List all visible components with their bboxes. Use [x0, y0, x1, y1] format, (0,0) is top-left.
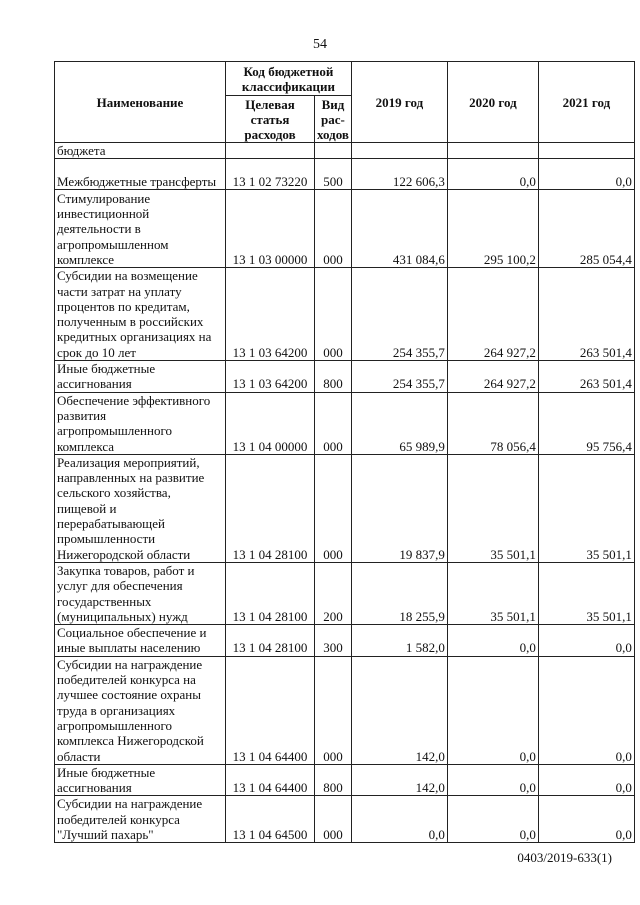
header-expense-type: Вид рас-ходов [315, 96, 352, 143]
table-row [55, 392, 635, 454]
row-2019 [351, 143, 447, 159]
document-code: 0403/2019-633(1) [517, 850, 612, 865]
row-code: 13 1 03 64200 [226, 268, 315, 361]
table-row [55, 454, 635, 562]
table-row [55, 656, 635, 764]
row-code: 13 1 04 28100 [226, 454, 315, 562]
header-target-article: Целевая статья расходов [226, 96, 315, 143]
row-2020 [447, 143, 538, 159]
row-2021: 285 054,4 [538, 190, 634, 268]
row-2020: 35 501,1 [447, 562, 538, 624]
row-2020: 264 927,2 [447, 361, 538, 393]
row-name: Реализация мероприятий, направленных на развитие сельского хозяйства, пищевой и перерабатывающей промышленности Нижегородской области [55, 454, 226, 562]
row-2021 [538, 143, 634, 159]
row-kind: 000 [315, 656, 352, 764]
row-name: Субсидии на награждение победителей конкурса на лучшее состояние охраны труда в организациях агропромышленного комплекса Нижегородской области [55, 656, 226, 764]
row-2020: 0,0 [447, 656, 538, 764]
budget-table [54, 61, 635, 843]
row-2020: 0,0 [447, 625, 538, 657]
row-2021: 263 501,4 [538, 361, 634, 393]
table-header [55, 62, 635, 143]
row-code: 13 1 04 28100 [226, 625, 315, 657]
header-2019: 2019 год [351, 62, 447, 143]
row-name: Закупка товаров, работ и услуг для обеспечения государственных (муниципальных) нужд [55, 562, 226, 624]
row-code: 13 1 03 00000 [226, 190, 315, 268]
row-kind: 000 [315, 454, 352, 562]
page-number: 54 [313, 37, 327, 52]
row-2019: 19 837,9 [351, 454, 447, 562]
row-2019: 254 355,7 [351, 268, 447, 361]
row-kind: 200 [315, 562, 352, 624]
row-kind: 800 [315, 361, 352, 393]
row-code: 13 1 03 64200 [226, 361, 315, 393]
row-2020: 0,0 [447, 764, 538, 796]
row-2021: 0,0 [538, 625, 634, 657]
table-row [55, 190, 635, 268]
row-code: 13 1 04 28100 [226, 562, 315, 624]
table-row [55, 764, 635, 796]
row-2019: 142,0 [351, 656, 447, 764]
header-2021: 2021 год [538, 62, 634, 143]
row-2019: 431 084,6 [351, 190, 447, 268]
header-2020: 2020 год [447, 62, 538, 143]
row-name: Субсидии на возмещение части затрат на уплату процентов по кредитам, полученным в российских кредитных организациях на срок до 10 лет [55, 268, 226, 361]
row-2021: 0,0 [538, 656, 634, 764]
table-row [55, 625, 635, 657]
row-name: Иные бюджетные ассигнования [55, 361, 226, 393]
row-2020: 35 501,1 [447, 454, 538, 562]
row-2020: 78 056,4 [447, 392, 538, 454]
row-2021: 95 756,4 [538, 392, 634, 454]
row-2021: 0,0 [538, 764, 634, 796]
row-2020: 264 927,2 [447, 268, 538, 361]
row-2021: 0,0 [538, 796, 634, 843]
table-row [55, 159, 635, 190]
row-2021: 0,0 [538, 159, 634, 190]
row-2019: 254 355,7 [351, 361, 447, 393]
row-kind: 000 [315, 190, 352, 268]
row-name: бюджета [55, 143, 226, 159]
row-code: 13 1 04 64400 [226, 764, 315, 796]
header-name: Наименование [55, 62, 226, 143]
row-kind: 000 [315, 268, 352, 361]
table-row [55, 796, 635, 843]
row-code: 13 1 04 64400 [226, 656, 315, 764]
row-kind: 000 [315, 392, 352, 454]
table-row [55, 268, 635, 361]
row-2021: 35 501,1 [538, 562, 634, 624]
row-2019: 1 582,0 [351, 625, 447, 657]
row-kind [315, 143, 352, 159]
row-code [226, 143, 315, 159]
row-2020: 295 100,2 [447, 190, 538, 268]
header-code-group: Код бюджетной классификации [226, 62, 352, 96]
row-code: 13 1 04 00000 [226, 392, 315, 454]
table-row [55, 562, 635, 624]
row-name: Обеспечение эффективного развития агропромышленного комплекса [55, 392, 226, 454]
row-name: Субсидии на награждение победителей конкурса "Лучший пахарь" [55, 796, 226, 843]
row-code: 13 1 04 64500 [226, 796, 315, 843]
row-name: Социальное обеспечение и иные выплаты населению [55, 625, 226, 657]
row-kind: 300 [315, 625, 352, 657]
row-2021: 263 501,4 [538, 268, 634, 361]
row-2019: 142,0 [351, 764, 447, 796]
row-2019: 0,0 [351, 796, 447, 843]
row-2019: 18 255,9 [351, 562, 447, 624]
row-kind: 000 [315, 796, 352, 843]
row-2020: 0,0 [447, 159, 538, 190]
row-2020: 0,0 [447, 796, 538, 843]
row-kind: 800 [315, 764, 352, 796]
table-body [55, 143, 635, 843]
table-row [55, 361, 635, 393]
row-code: 13 1 02 73220 [226, 159, 315, 190]
row-kind: 500 [315, 159, 352, 190]
row-2021: 35 501,1 [538, 454, 634, 562]
row-name: Межбюджетные трансферты [55, 159, 226, 190]
table-row [55, 143, 635, 159]
row-name: Стимулирование инвестиционной деятельности в агропромышленном комплексе [55, 190, 226, 268]
row-2019: 122 606,3 [351, 159, 447, 190]
row-2019: 65 989,9 [351, 392, 447, 454]
row-name: Иные бюджетные ассигнования [55, 764, 226, 796]
